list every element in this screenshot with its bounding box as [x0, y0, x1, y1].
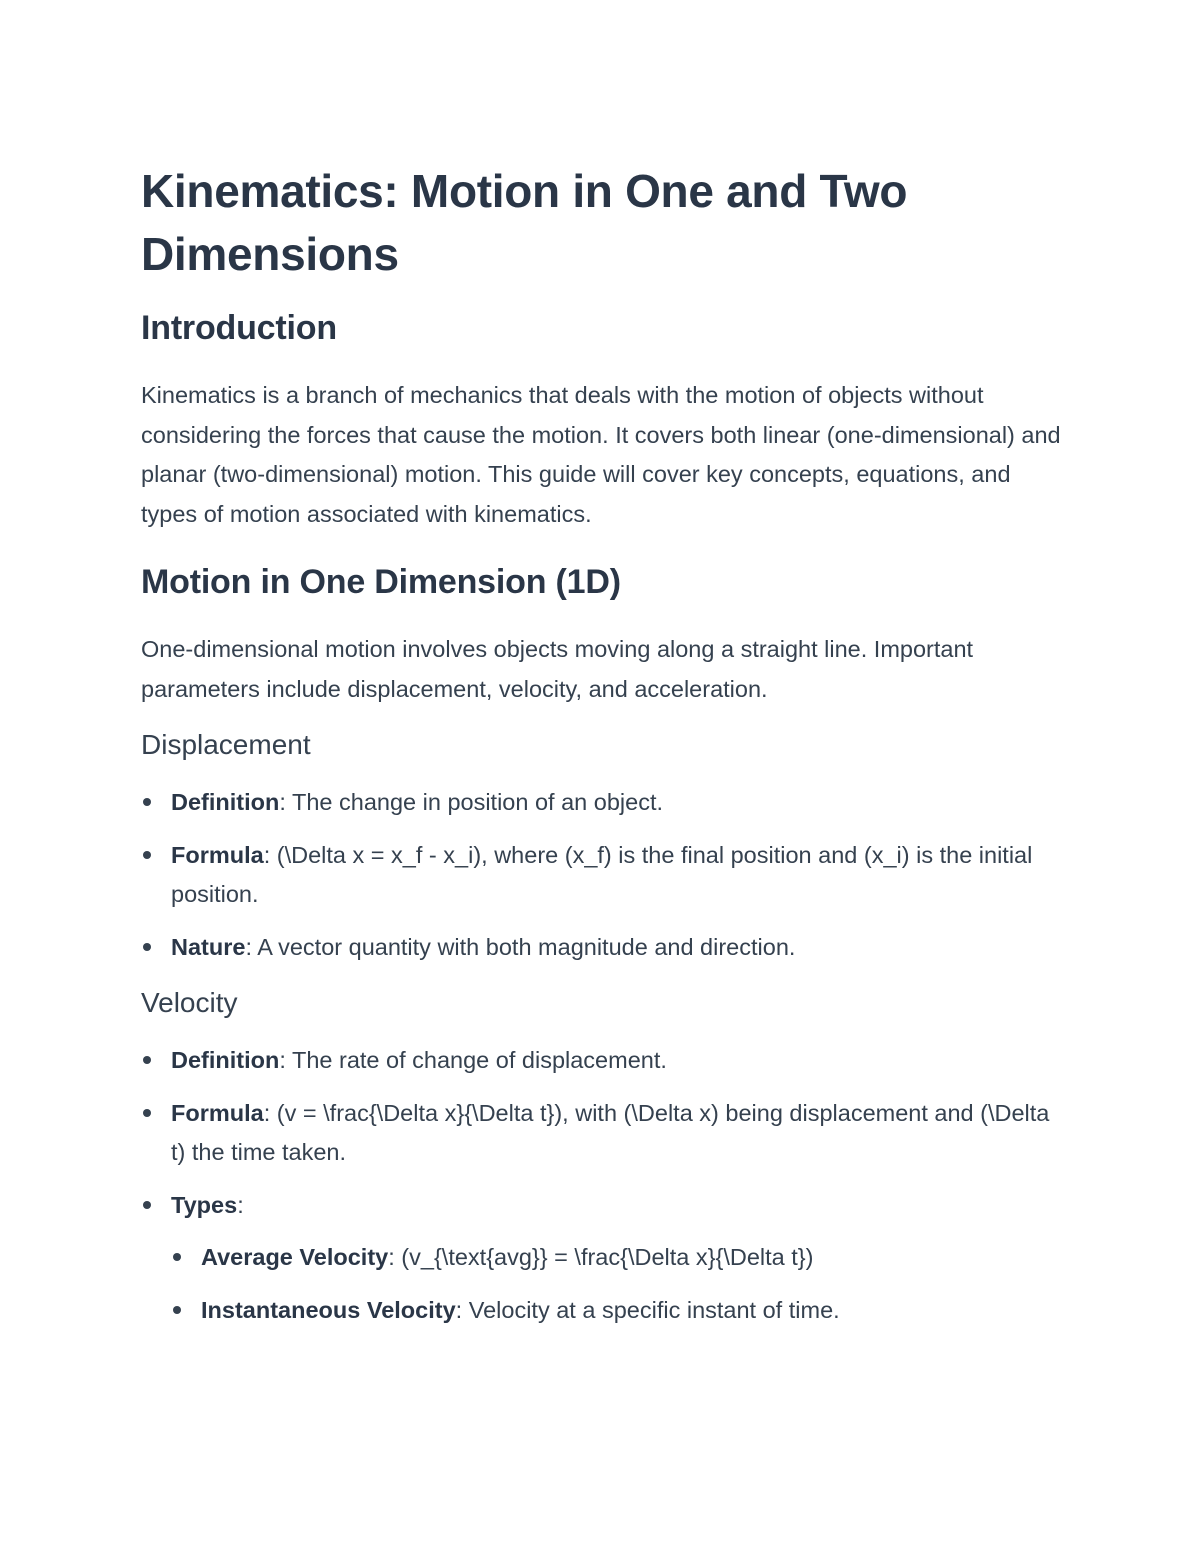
list-item: [141, 1094, 1061, 1173]
bullet-icon: [173, 1253, 181, 1261]
list-item: [171, 1238, 1061, 1278]
bullet-icon: [173, 1306, 181, 1314]
item-text: : The rate of change of displacement.: [279, 1047, 667, 1073]
list-item: [141, 836, 1061, 915]
velocity-heading: Velocity: [141, 987, 238, 1018]
item-text: : (\Delta x = x_f - x_i), where (x_f) is the final position and (x_i) is the initial position.: [171, 841, 1033, 907]
bullet-icon: [143, 943, 151, 951]
bullet-icon: [143, 1056, 151, 1064]
velocity-list: [141, 1041, 1061, 1330]
item-label: Nature: [171, 933, 246, 960]
document-page: [141, 160, 1061, 1330]
displacement-heading: Displacement: [141, 729, 311, 760]
item-label: Formula: [171, 841, 264, 868]
list-item: [171, 1291, 1061, 1331]
item-label: Types: [171, 1191, 238, 1218]
bullet-icon: [143, 1109, 151, 1117]
introduction-heading: Introduction: [141, 309, 337, 347]
bullet-icon: [143, 1201, 151, 1209]
item-label: Instantaneous Velocity: [201, 1296, 456, 1323]
item-text: :: [237, 1191, 244, 1218]
list-item: [141, 783, 1061, 823]
page-title: Kinematics: Motion in One and Two Dimensions: [141, 165, 908, 280]
item-label: Definition: [171, 1047, 280, 1073]
item-label: Definition: [171, 789, 280, 815]
item-text: : The change in position of an object.: [279, 789, 664, 815]
item-label: Formula: [171, 1099, 264, 1126]
bullet-icon: [143, 798, 151, 806]
list-item: [141, 928, 1061, 968]
introduction-paragraph: Kinematics is a branch of mechanics that deals with the motion of objects without considering the forces that cause the motion. It covers both linear (one-dimensional) and planar (two-dimensional) motion. This guide will cover key concepts, equations, and types of motion associated with kinematics.: [141, 382, 1061, 527]
item-text: : (v = \frac{\Delta x}{\Delta t}), with (\Delta x) being displacement and (\Delta t) the time taken.: [171, 1099, 1050, 1165]
displacement-list: [141, 783, 1061, 967]
item-text: : A vector quantity with both magnitude and direction.: [245, 933, 796, 960]
velocity-types-list: [171, 1238, 1061, 1330]
item-text: : Velocity at a specific instant of time.: [455, 1296, 840, 1323]
item-label: Average Velocity: [201, 1244, 389, 1270]
list-item: [141, 1041, 1061, 1081]
item-text: : (v_{\text{avg}} = \frac{\Delta x}{\Delta t}): [388, 1244, 814, 1270]
motion-1d-paragraph: One-dimensional motion involves objects moving along a straight line. Important parameters include displacement, velocity, and acceleration.: [141, 636, 974, 702]
bullet-icon: [143, 851, 151, 859]
list-item: [141, 1186, 1061, 1331]
motion-1d-heading: Motion in One Dimension (1D): [141, 563, 621, 601]
